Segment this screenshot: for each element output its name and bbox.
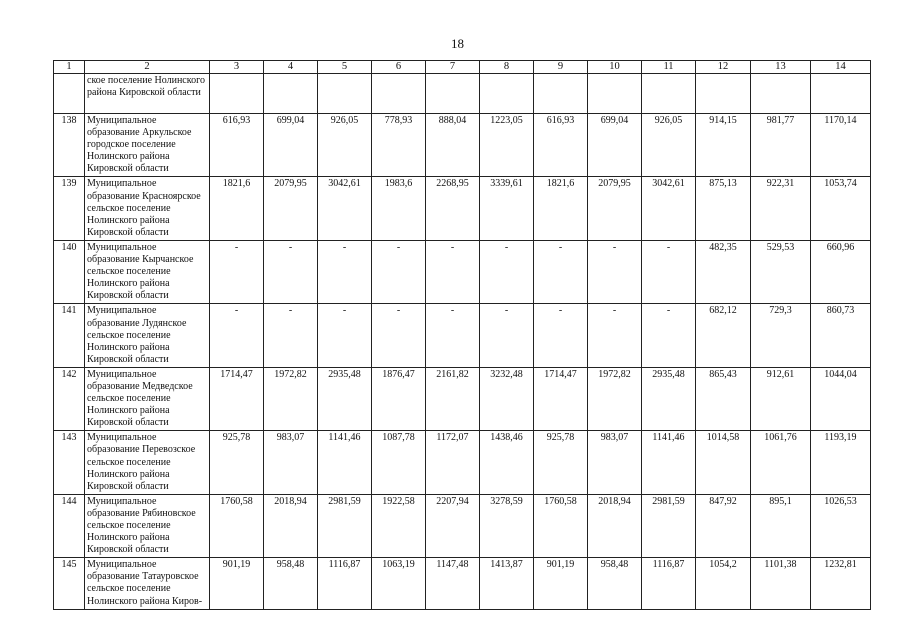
table-row — [54, 304, 871, 367]
value-cell-col-6: 1922,58 — [372, 494, 426, 557]
value-cell-col-4: 983,07 — [264, 431, 318, 494]
value-cell-col-5: 1141,46 — [318, 431, 372, 494]
value-cell-col-12: 875,13 — [696, 177, 751, 240]
value-cell-col-14: 660,96 — [811, 240, 871, 303]
value-cell-col-13: 1061,76 — [751, 431, 811, 494]
value-cell-col-8: 3232,48 — [480, 367, 534, 430]
value-cell-col-8: - — [480, 304, 534, 367]
value-cell-col-12: 914,15 — [696, 114, 751, 177]
value-cell-col-6: - — [372, 240, 426, 303]
table-row — [54, 558, 871, 609]
value-cell-col-7: 1147,48 — [426, 558, 480, 609]
value-cell-col-12: 1014,58 — [696, 431, 751, 494]
value-cell-col-5: - — [318, 304, 372, 367]
table-row — [54, 494, 871, 557]
row-number-cell: 139 — [54, 177, 85, 240]
value-cell-col-5: 2935,48 — [318, 367, 372, 430]
value-cell-col-13: 529,53 — [751, 240, 811, 303]
value-cell-col-14: 1026,53 — [811, 494, 871, 557]
value-cell-col-11: - — [642, 240, 696, 303]
value-cell-col-12: 865,43 — [696, 367, 751, 430]
value-cell-col-13 — [751, 74, 811, 114]
value-cell-col-3: 616,93 — [210, 114, 264, 177]
value-cell-col-8: 1438,46 — [480, 431, 534, 494]
value-cell-col-12: 847,92 — [696, 494, 751, 557]
value-cell-col-9: 616,93 — [534, 114, 588, 177]
column-header-4: 4 — [264, 61, 318, 74]
value-cell-col-5: 3042,61 — [318, 177, 372, 240]
value-cell-col-9 — [534, 74, 588, 114]
municipality-name-cell: Муниципальное образование Татауровское сельское поселение Нолинского района Киров- — [85, 558, 210, 609]
value-cell-col-13: 895,1 — [751, 494, 811, 557]
value-cell-col-5 — [318, 74, 372, 114]
value-cell-col-6: 1087,78 — [372, 431, 426, 494]
value-cell-col-6 — [372, 74, 426, 114]
value-cell-col-3: 925,78 — [210, 431, 264, 494]
value-cell-col-7: - — [426, 240, 480, 303]
value-cell-col-8: - — [480, 240, 534, 303]
municipality-name-cell: Муниципальное образование Рябиновское сельское поселение Нолинского района Кировской области — [85, 494, 210, 557]
value-cell-col-5: 2981,59 — [318, 494, 372, 557]
value-cell-col-11: 926,05 — [642, 114, 696, 177]
value-cell-col-4: 958,48 — [264, 558, 318, 609]
value-cell-col-8: 1223,05 — [480, 114, 534, 177]
municipality-name-cell: Муниципальное образование Кырчанское сельское поселение Нолинского района Кировской области — [85, 240, 210, 303]
table-row — [54, 177, 871, 240]
value-cell-col-13: 912,61 — [751, 367, 811, 430]
value-cell-col-11: 3042,61 — [642, 177, 696, 240]
value-cell-col-5: - — [318, 240, 372, 303]
value-cell-col-12: 482,35 — [696, 240, 751, 303]
value-cell-col-7: 1172,07 — [426, 431, 480, 494]
municipality-name-cell: Муниципальное образование Аркульское городское поселение Нолинского района Кировской области — [85, 114, 210, 177]
table-row — [54, 367, 871, 430]
table-row — [54, 74, 871, 114]
value-cell-col-14: 1193,19 — [811, 431, 871, 494]
value-cell-col-3 — [210, 74, 264, 114]
value-cell-col-7: 2207,94 — [426, 494, 480, 557]
value-cell-col-8: 3278,59 — [480, 494, 534, 557]
value-cell-col-6: 778,93 — [372, 114, 426, 177]
value-cell-col-10: 1972,82 — [588, 367, 642, 430]
value-cell-col-14: 1044,04 — [811, 367, 871, 430]
value-cell-col-7: 2161,82 — [426, 367, 480, 430]
value-cell-col-9: 925,78 — [534, 431, 588, 494]
value-cell-col-11: 1141,46 — [642, 431, 696, 494]
municipality-name-cell: Муниципальное образование Перевозское сельское поселение Нолинского района Кировской области — [85, 431, 210, 494]
value-cell-col-11: 2981,59 — [642, 494, 696, 557]
table-row — [54, 114, 871, 177]
value-cell-col-6: 1876,47 — [372, 367, 426, 430]
value-cell-col-12 — [696, 74, 751, 114]
value-cell-col-4: 699,04 — [264, 114, 318, 177]
value-cell-col-9: 1821,6 — [534, 177, 588, 240]
value-cell-col-14: 860,73 — [811, 304, 871, 367]
page-number: 18 — [451, 36, 464, 51]
value-cell-col-8: 1413,87 — [480, 558, 534, 609]
column-header-8: 8 — [480, 61, 534, 74]
row-number-cell: 144 — [54, 494, 85, 557]
value-cell-col-3: - — [210, 240, 264, 303]
value-cell-col-13: 729,3 — [751, 304, 811, 367]
column-header-7: 7 — [426, 61, 480, 74]
value-cell-col-5: 926,05 — [318, 114, 372, 177]
column-header-6: 6 — [372, 61, 426, 74]
value-cell-col-10: 2079,95 — [588, 177, 642, 240]
table-header-row — [54, 61, 871, 74]
column-header-10: 10 — [588, 61, 642, 74]
value-cell-col-3: 1821,6 — [210, 177, 264, 240]
value-cell-col-10: - — [588, 240, 642, 303]
value-cell-col-5: 1116,87 — [318, 558, 372, 609]
value-cell-col-9: 901,19 — [534, 558, 588, 609]
value-cell-col-13: 922,31 — [751, 177, 811, 240]
value-cell-col-3: - — [210, 304, 264, 367]
value-cell-col-13: 1101,38 — [751, 558, 811, 609]
row-number-cell: 138 — [54, 114, 85, 177]
value-cell-col-3: 1760,58 — [210, 494, 264, 557]
value-cell-col-8: 3339,61 — [480, 177, 534, 240]
municipality-name-cell: Муниципальное образование Медведское сельское поселение Нолинского района Кировской области — [85, 367, 210, 430]
row-number-cell: 141 — [54, 304, 85, 367]
value-cell-col-9: - — [534, 304, 588, 367]
value-cell-col-6: - — [372, 304, 426, 367]
value-cell-col-12: 1054,2 — [696, 558, 751, 609]
value-cell-col-7: 2268,95 — [426, 177, 480, 240]
value-cell-col-4: - — [264, 240, 318, 303]
value-cell-col-10 — [588, 74, 642, 114]
value-cell-col-10: - — [588, 304, 642, 367]
value-cell-col-14 — [811, 74, 871, 114]
column-header-13: 13 — [751, 61, 811, 74]
value-cell-col-3: 1714,47 — [210, 367, 264, 430]
column-header-11: 11 — [642, 61, 696, 74]
data-table — [53, 60, 871, 610]
value-cell-col-14: 1053,74 — [811, 177, 871, 240]
value-cell-col-4: - — [264, 304, 318, 367]
column-header-5: 5 — [318, 61, 372, 74]
value-cell-col-10: 958,48 — [588, 558, 642, 609]
column-header-9: 9 — [534, 61, 588, 74]
value-cell-col-7 — [426, 74, 480, 114]
value-cell-col-3: 901,19 — [210, 558, 264, 609]
row-number-cell: 143 — [54, 431, 85, 494]
value-cell-col-6: 1063,19 — [372, 558, 426, 609]
column-header-2: 2 — [85, 61, 210, 74]
value-cell-col-12: 682,12 — [696, 304, 751, 367]
value-cell-col-4: 2018,94 — [264, 494, 318, 557]
column-header-1: 1 — [54, 61, 85, 74]
row-number-cell: 142 — [54, 367, 85, 430]
row-number-cell: 140 — [54, 240, 85, 303]
column-header-14: 14 — [811, 61, 871, 74]
value-cell-col-9: 1714,47 — [534, 367, 588, 430]
municipality-name-cell: ское поселение Нолинского района Кировской области — [85, 74, 210, 114]
value-cell-col-4: 2079,95 — [264, 177, 318, 240]
value-cell-col-7: 888,04 — [426, 114, 480, 177]
value-cell-col-9: - — [534, 240, 588, 303]
value-cell-col-4 — [264, 74, 318, 114]
value-cell-col-14: 1170,14 — [811, 114, 871, 177]
municipality-name-cell: Муниципальное образование Красноярское сельское поселение Нолинского района Кировской области — [85, 177, 210, 240]
column-header-12: 12 — [696, 61, 751, 74]
table-row — [54, 431, 871, 494]
row-number-cell: 145 — [54, 558, 85, 609]
value-cell-col-10: 699,04 — [588, 114, 642, 177]
value-cell-col-11: 2935,48 — [642, 367, 696, 430]
value-cell-col-10: 2018,94 — [588, 494, 642, 557]
municipality-name-cell: Муниципальное образование Лудянское сельское поселение Нолинского района Кировской области — [85, 304, 210, 367]
value-cell-col-11 — [642, 74, 696, 114]
value-cell-col-10: 983,07 — [588, 431, 642, 494]
value-cell-col-14: 1232,81 — [811, 558, 871, 609]
value-cell-col-11: 1116,87 — [642, 558, 696, 609]
row-number-cell — [54, 74, 85, 114]
value-cell-col-11: - — [642, 304, 696, 367]
value-cell-col-6: 1983,6 — [372, 177, 426, 240]
value-cell-col-4: 1972,82 — [264, 367, 318, 430]
column-header-3: 3 — [210, 61, 264, 74]
table-row — [54, 240, 871, 303]
value-cell-col-8 — [480, 74, 534, 114]
value-cell-col-9: 1760,58 — [534, 494, 588, 557]
value-cell-col-7: - — [426, 304, 480, 367]
value-cell-col-13: 981,77 — [751, 114, 811, 177]
